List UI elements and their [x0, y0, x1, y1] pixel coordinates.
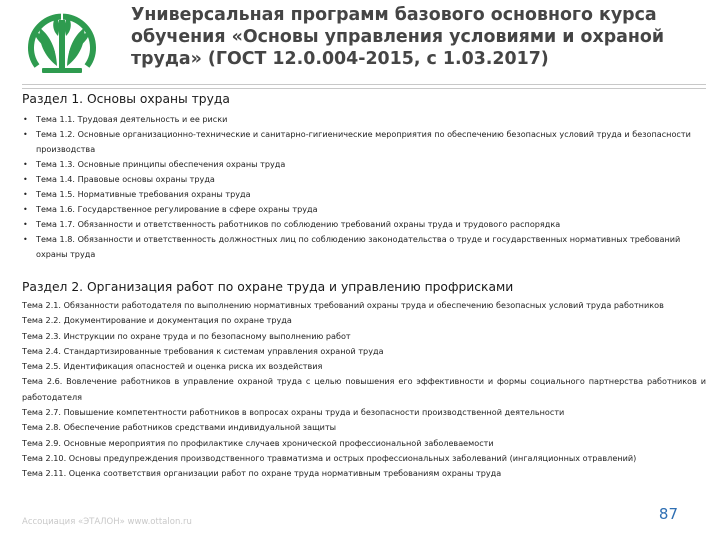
footer-association: Ассоциация «ЭТАЛОН» www.ottalon.ru [22, 517, 192, 527]
topic-1-3: • Тема 1.3. Основные принципы обеспечения охраны труда [22, 157, 706, 172]
topic-2-9: Тема 2.9. Основные мероприятия по профилактике случаев хронической профессиональной заболеваемости [22, 437, 494, 448]
topic-1-6: • Тема 1.6. Государственное регулирование в сфере охраны труда [22, 202, 706, 217]
title-divider [22, 84, 706, 85]
topic-1-4: • Тема 1.4. Правовые основы охраны труда [22, 172, 706, 187]
organization-logo [14, 6, 110, 78]
topic-2-4: Тема 2.4. Стандартизированные требования к системам управления охраной труда [22, 345, 384, 356]
topic-2-10: Тема 2.10. Основы предупреждения производственного травматизма и острых профессиональных заболеваний (ингаляционных отравлений) [22, 452, 637, 463]
topic-2-6: Тема 2.6. Вовлечение работников в управление охраной труда с целью повышения его эффективности и формы социального партнерства работников и работодателя [22, 376, 706, 402]
topic-1-5: • Тема 1.5. Нормативные требования охраны труда [22, 187, 706, 202]
slide-title: Универсальная программ базового основного курса обучения «Основы управления условиями и охраной труда» (ГОСТ 12.0.004-2015, с 1.03.2017) [131, 5, 665, 69]
topic-1-7: • Тема 1.7. Обязанности и ответственность работников по соблюдению требований охраны труда и трудового распорядка [22, 217, 706, 232]
topic-2-5: Тема 2.5. Идентификация опасностей и оценка риска их воздействия [22, 361, 323, 372]
section-1-heading: Раздел 1. Основы охраны труда [22, 92, 230, 106]
section-2-heading: Раздел 2. Организация работ по охране труда и управлению профрисками [22, 280, 514, 294]
topic-2-11: Тема 2.11. Оценка соответствия организации работ по охране труда нормативным требованиям охраны труда [22, 468, 502, 479]
topic-1-8: • Тема 1.8. Обязанности и ответственность должностных лиц по соблюдению законодательства о труде и государственных нормативных требований охраны труда [22, 232, 706, 262]
topic-1-2: • Тема 1.2. Основные организационно-технические и санитарно-гигиенические мероприятия по обеспечению безопасных условий труда и безопасности производства [22, 127, 706, 157]
topic-2-2: Тема 2.2. Документирование и документация по охране труда [22, 315, 292, 326]
topic-2-3: Тема 2.3. Инструкции по охране труда и по безопасному выполнению работ [22, 330, 351, 341]
page-number: 87 [658, 505, 678, 523]
topic-2-7: Тема 2.7. Повышение компетентности работников в вопросах охраны труда и безопасности производственной деятельности [22, 407, 565, 418]
section-1-topic-list [22, 112, 706, 262]
title-divider-secondary [22, 88, 706, 89]
topic-2-8: Тема 2.8. Обеспечение работников средствами индивидуальной защиты [22, 422, 337, 433]
topic-2-1: Тема 2.1. Обязанности работодателя по выполнению нормативных требований охраны труда и обеспечению безопасных условий труда работников [22, 300, 664, 310]
section-2-topic-list [22, 298, 706, 482]
topic-1-1: • Тема 1.1. Трудовая деятельность и ее риски [22, 112, 706, 127]
